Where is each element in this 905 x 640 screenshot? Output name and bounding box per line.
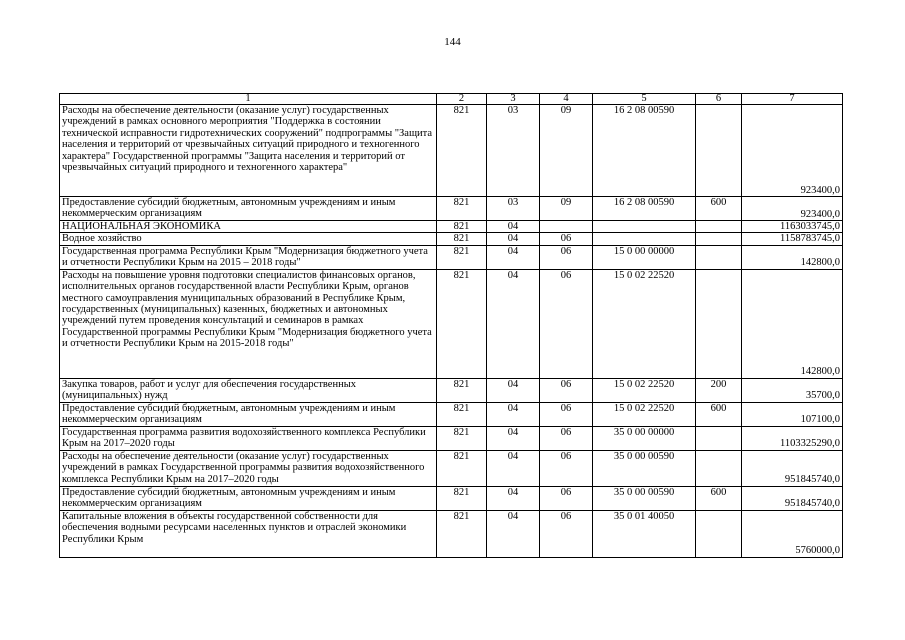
table-header-row [60,94,843,105]
row-c4: 06 [540,426,593,450]
row-name: Предоставление субсидий бюджетным, автономным учреждениям и иным некоммерческим организациям [60,486,437,510]
row-c6 [696,233,742,245]
row-name: Закупка товаров, работ и услуг для обеспечения государственных (муниципальных) нужд [60,378,437,402]
row-name: Предоставление субсидий бюджетным, автономным учреждениям и иным некоммерческим организациям [60,197,437,221]
row-c5: 15 0 02 22520 [593,378,696,402]
row-c4: 06 [540,486,593,510]
row-c3: 04 [487,486,540,510]
row-c6: 600 [696,402,742,426]
row-name: Государственная программа Республики Крым "Модернизация бюджетного учета и отчетности Республики Крым на 2015 – 2018 годы" [60,245,437,269]
row-c7: 951845740,0 [742,450,843,486]
page-number: 144 [444,36,461,48]
row-c2: 821 [437,221,487,233]
row-c6: 600 [696,486,742,510]
row-c2: 821 [437,510,487,557]
row-c6 [696,221,742,233]
table-row [60,402,843,426]
row-c5 [593,233,696,245]
header-cell: 3 [487,94,540,105]
row-c2: 821 [437,402,487,426]
row-c6 [696,426,742,450]
row-c4: 06 [540,378,593,402]
row-c5: 35 0 00 00590 [593,486,696,510]
row-c6 [696,510,742,557]
row-c3: 03 [487,105,540,197]
row-c3: 04 [487,245,540,269]
header-cell: 6 [696,94,742,105]
row-c2: 821 [437,245,487,269]
row-name: Государственная программа развития водохозяйственного комплекса Республики Крым на 2017–2020 годы [60,426,437,450]
row-name: Капитальные вложения в объекты государственной собственности для обеспечения водными ресурсами населенных пунктов и отраслей экономики Республики Крым [60,510,437,557]
row-c5: 15 0 02 22520 [593,402,696,426]
row-c5: 16 2 08 00590 [593,197,696,221]
row-c5: 16 2 08 00590 [593,105,696,197]
row-c2: 821 [437,486,487,510]
row-c3: 03 [487,197,540,221]
row-c7: 107100,0 [742,402,843,426]
table-row [60,269,843,378]
table-row [60,450,843,486]
row-c4: 06 [540,233,593,245]
row-c4: 06 [540,510,593,557]
table-row [60,105,843,197]
row-c5: 35 0 00 00000 [593,426,696,450]
row-c7: 142800,0 [742,245,843,269]
row-c7: 5760000,0 [742,510,843,557]
row-c2: 821 [437,105,487,197]
table-row [60,378,843,402]
row-c7: 35700,0 [742,378,843,402]
row-c5 [593,221,696,233]
row-name: Предоставление субсидий бюджетным, автономным учреждениям и иным некоммерческим организациям [60,402,437,426]
row-c4 [540,221,593,233]
row-c6 [696,245,742,269]
header-cell: 7 [742,94,843,105]
table-row [60,510,843,557]
row-c2: 821 [437,378,487,402]
row-c7: 142800,0 [742,269,843,378]
row-c2: 821 [437,233,487,245]
row-c3: 04 [487,233,540,245]
table-row [60,233,843,245]
header-cell: 4 [540,94,593,105]
budget-table [59,93,843,558]
row-c3: 04 [487,426,540,450]
table-row [60,197,843,221]
row-c2: 821 [437,269,487,378]
row-c3: 04 [487,510,540,557]
header-cell: 5 [593,94,696,105]
table-row [60,245,843,269]
row-c6: 200 [696,378,742,402]
row-c6 [696,105,742,197]
row-name: НАЦИОНАЛЬНАЯ ЭКОНОМИКА [60,221,437,233]
row-name: Водное хозяйство [60,233,437,245]
row-c6 [696,450,742,486]
row-name: Расходы на повышение уровня подготовки специалистов финансовых органов, исполнительных органов государственной власти Республики Крым, органов местного самоуправления муниципальных образований в Республике Крым, государственных (муниципальных) казенных, бюджетных и автономных учреждений путем проведения консультаций и семинаров в рамках Государственной программы Республики Крым "Модернизация бюджетного учета и отчетности Республики Крым на 2015-2018 годы" [60,269,437,378]
row-c2: 821 [437,197,487,221]
row-c7: 1163033745,0 [742,221,843,233]
table-row [60,426,843,450]
row-c4: 06 [540,402,593,426]
row-c6 [696,269,742,378]
row-c3: 04 [487,269,540,378]
table-row [60,221,843,233]
header-cell: 1 [60,94,437,105]
row-c3: 04 [487,450,540,486]
table-row [60,486,843,510]
row-c2: 821 [437,426,487,450]
row-c5: 15 0 02 22520 [593,269,696,378]
row-c7: 951845740,0 [742,486,843,510]
row-c5: 35 0 01 40050 [593,510,696,557]
header-cell: 2 [437,94,487,105]
row-c7: 923400,0 [742,197,843,221]
row-c4: 06 [540,450,593,486]
row-c4: 09 [540,197,593,221]
row-c4: 06 [540,269,593,378]
row-c3: 04 [487,221,540,233]
row-c4: 06 [540,245,593,269]
row-c7: 1158783745,0 [742,233,843,245]
row-name: Расходы на обеспечение деятельности (оказание услуг) государственных учреждений в рамках основного мероприятия "Поддержка в состоянии технической исправности гидротехнических сооружений" подпрограммы "Защита населения и территорий от чрезвычайных ситуаций природного и техногенного характера" Государственной программы "Защита населения и территорий от чрезвычайных ситуаций природного и техногенного характера" [60,105,437,197]
row-c4: 09 [540,105,593,197]
row-c6: 600 [696,197,742,221]
row-c7: 923400,0 [742,105,843,197]
row-name: Расходы на обеспечение деятельности (оказание услуг) государственных учреждений в рамках Государственной программы развития водохозяйственного комплекса Республики Крым на 2017–2020 годы [60,450,437,486]
row-c5: 15 0 00 00000 [593,245,696,269]
row-c2: 821 [437,450,487,486]
row-c7: 1103325290,0 [742,426,843,450]
row-c3: 04 [487,378,540,402]
row-c3: 04 [487,402,540,426]
row-c5: 35 0 00 00590 [593,450,696,486]
